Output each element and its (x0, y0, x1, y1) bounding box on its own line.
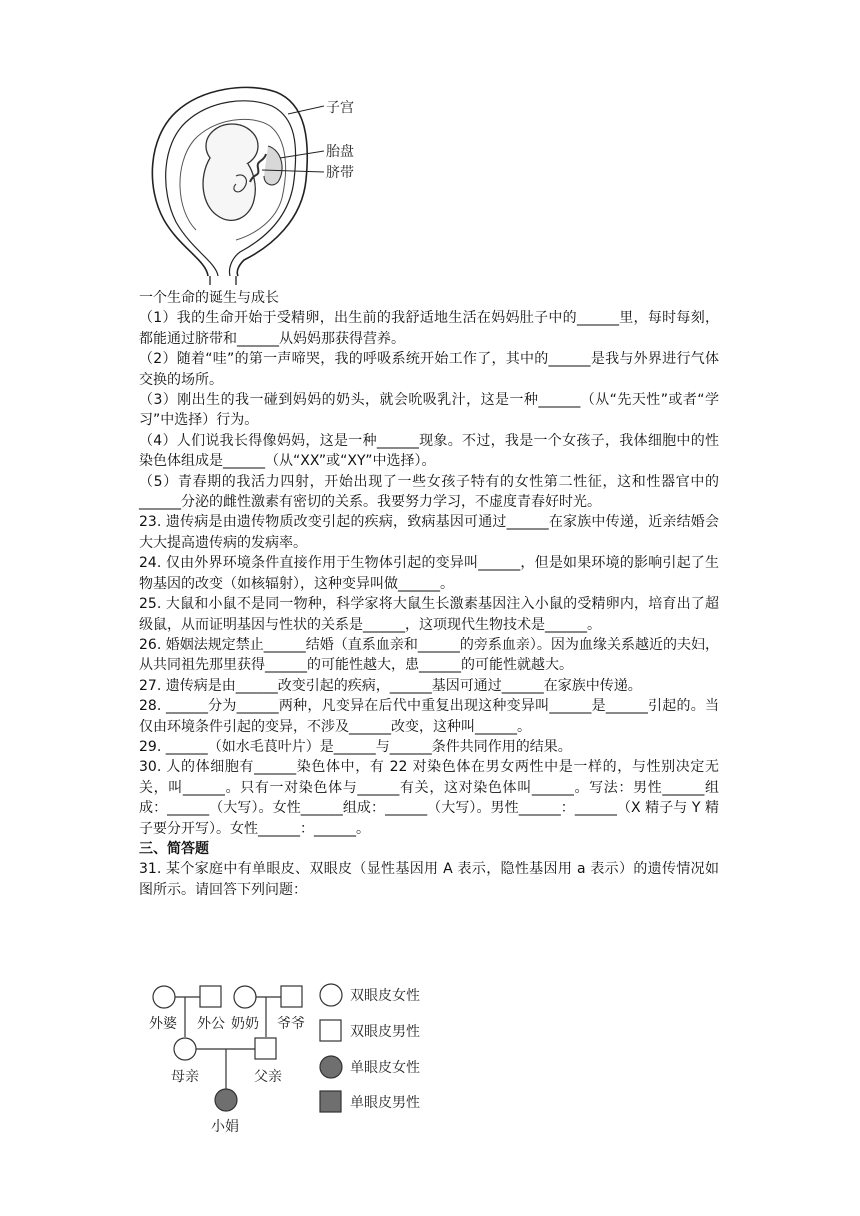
question-24: 24. 仅由外界环境条件直接作用于生物体引起的变异叫______，但是如果环境的影响引起了生物基因的改变（如核辐射），这种变异叫做______。 (139, 555, 719, 592)
placenta-shape (264, 146, 282, 185)
legend-single-male: 单眼皮男性 (350, 1095, 420, 1111)
passage-title: 一个生命的诞生与成长 (139, 290, 279, 306)
xiaojuan-symbol (215, 1089, 237, 1111)
cervix (210, 276, 236, 285)
section-heading: 三、简答题 (139, 840, 209, 857)
label-uterus: 子宫 (326, 100, 354, 116)
label-nainai: 奶奶 (231, 1016, 259, 1032)
question-23: 23. 遗传病是由遗传物质改变引起的疾病，致病基因可通过______在家族中传递，近亲结婚会大大提高遗传病的发病率。 (139, 514, 719, 551)
passage-q5: （5）青春期的我活力四射，开始出现了一些女孩子特有的女性第二性征，这和性器官中的______分泌的雌性激素有密切的关系。我要努力学习，不虚度青春好时光。 (139, 473, 719, 511)
legend-double-female: 双眼皮女性 (350, 988, 420, 1004)
passage-q3: （3）刚出生的我一碰到妈妈的奶头，就会吮吸乳汁，这是一种______（从“先天性”或者“学习”中选择）行为。 (139, 392, 719, 429)
label-umbilical-cord: 脐带 (326, 165, 354, 181)
placenta-leader (280, 151, 324, 158)
passage-q4: （4）人们说我长得像妈妈，这是一种______现象。不过，我是一个女孩子，我体细胞中的性染色体组成是______（从“XX”或“XY”中选择）。 (139, 432, 719, 470)
nainai-symbol (234, 986, 256, 1008)
label-mother: 母亲 (171, 1069, 199, 1085)
legend-double-female-icon (320, 984, 342, 1006)
question-29: 29. ______（如水毛茛叶片）是______与______条件共同作用的结果。 (139, 738, 572, 755)
father-symbol (255, 1038, 276, 1059)
uterus-fetus-figure (140, 80, 380, 285)
mother-symbol (174, 1038, 196, 1060)
label-father: 父亲 (254, 1069, 282, 1085)
label-waigong: 外公 (197, 1016, 225, 1032)
legend-single-female: 单眼皮女性 (350, 1060, 420, 1076)
label-xiaojuan: 小娟 (211, 1119, 239, 1135)
pedigree-chart (139, 975, 439, 1140)
label-placenta: 胎盘 (326, 144, 354, 160)
waigong-symbol (200, 986, 221, 1007)
passage-q2: （2）随着“哇”的第一声啼哭，我的呼吸系统开始工作了，其中的______是我与外界进行气体交换的场所。 (139, 351, 719, 388)
pedigree-legend (320, 984, 420, 1112)
question-25: 25. 大鼠和小鼠不是同一物种，科学家将大鼠生长激素基因注入小鼠的受精卵内，培育出了超级鼠，从而证明基因与性状的关系是______，这项现代生物技术是______。 (139, 596, 719, 633)
uterus-leader (288, 106, 324, 114)
passage-q1: （1）我的生命开始于受精卵，出生前的我舒适地生活在妈妈肚子中的______里，每时每刻，都能通过脐带和______从妈妈那获得营养。 (139, 310, 719, 347)
question-31: 31. 某个家庭中有单眼皮、双眼皮（显性基因用 A 表示，隐性基因用 a 表示）的遗传情况如图所示。请回答下列问题： (139, 861, 719, 898)
legend-double-male-icon (320, 1020, 341, 1041)
question-27: 27. 遗传病是由______改变引起的疾病，______基因可通过______在家族中传递。 (139, 677, 642, 694)
legend-single-male-icon (320, 1091, 341, 1112)
label-waipo: 外婆 (149, 1016, 177, 1032)
waipo-symbol (153, 986, 175, 1008)
legend-single-female-icon (320, 1056, 342, 1078)
question-30: 30. 人的体细胞有______染色体中，有 22 对染色体在男女两性中是一样的，与性别决定无关，叫______。只有一对染色体与______有关，这对染色体叫______。写法：男性______组成：______（大写）。女性______组成：______（大写）。男性______：______（X 精子与 Y 精子要分开写）。女性______：______。 (139, 759, 719, 837)
question-28: 28. ______分为______两种，凡变异在后代中重复出现这种变异叫______是______引起的。当仅由环境条件引起的变异，不涉及______改变，这种叫______。 (139, 698, 719, 735)
legend-double-male: 双眼皮男性 (350, 1024, 420, 1040)
label-yeye: 爷爷 (277, 1016, 305, 1032)
question-text (139, 288, 719, 900)
fetus-body (203, 158, 255, 220)
question-26: 26. 婚姻法规定禁止______结婚（直系血亲和______的旁系血亲）。因为血缘关系越近的夫妇，从共同祖先那里获得______的可能性越大，患______的可能性就越大。 (139, 636, 719, 674)
yeye-symbol (281, 986, 302, 1007)
